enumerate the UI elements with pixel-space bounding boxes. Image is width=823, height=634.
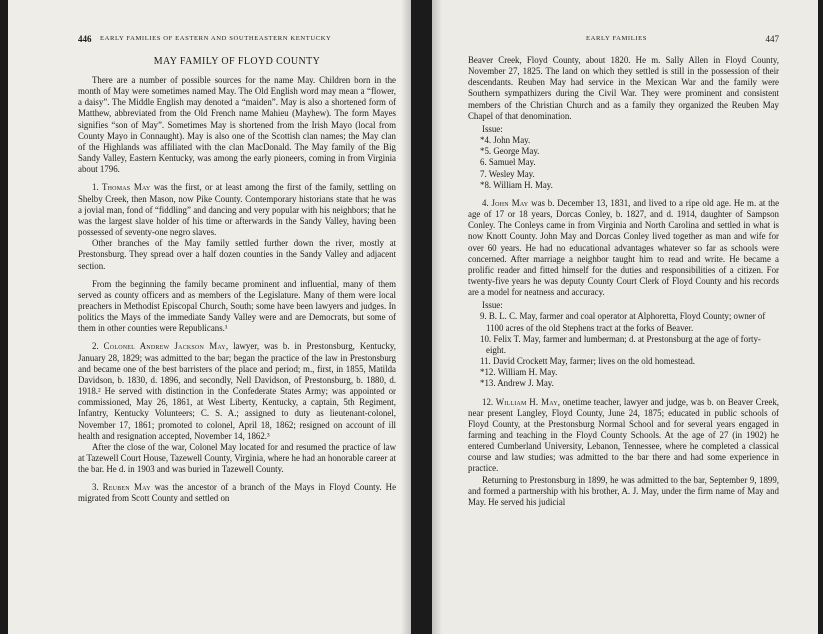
prominent-paragraph: From the beginning the family became prominent and influential, many of them served as county officers and as members of the Legislature. Many of them were local preachers in Methodist Episcopal Church, South; some have been lawyers and judges. In politics the Mays of the immediate Sandy Valley were and are Democrats, but some of them in other counties were Republicans.¹ [78, 278, 396, 334]
entry-text: , onetime teacher, lawyer and judge, was b. on Beaver Creek, near present Langley, Floyd County, June 24, 1875; educated in public schools of Floyd County, at the Prestonsburg Normal School and for several years engaged in farming and teaching in the Floyd County Schools. At the age of 27 (in 1902) he entered Cumberland University, Lebanon, Tennessee, where he completed a classical course and law studies; was admitted to the bar there and had some experience in practice. [468, 396, 779, 474]
issue-label: Issue: [482, 123, 503, 134]
running-title: EARLY FAMILIES OF EASTERN AND SOUTHEASTERN KENTUCKY [100, 35, 332, 42]
right-page-content [468, 33, 779, 508]
running-title: EARLY FAMILIES [586, 35, 648, 42]
gutter-shadow [432, 0, 442, 634]
right-running-head [468, 33, 779, 45]
person-name: Thomas May [102, 182, 151, 193]
entry-number: 3. [92, 482, 99, 493]
issue-item: 6. Samuel May. [480, 157, 536, 168]
andrew-jackson-may-paragraph [78, 341, 396, 441]
entry-number: 4. [482, 197, 489, 208]
john-may-paragraph [468, 198, 779, 298]
left-running-head [78, 33, 396, 45]
intro-paragraph: There are a number of possible sources for the name May. Children born in the month of May were sometimes named May. The Old English word may mean a “flower, a daisy”. The Middle English may denoted a “maiden”. May is also a shortened form of Matthew, abbreviated from the Old French name Mahieu (Mayhew). The form Mayes signifies “son of May”. Sometimes May is shortened from the Irish Mayo (local from County Mayo in Connaught). May is also one of the Scottish clan names; the May clan of the Highlands was affiliated with the clan MacDonald. The May family of the Big Sandy Valley, Eastern Kentucky, was among the early pioneers, coming in from Virginia about 1796. [78, 75, 396, 175]
person-name: Colonel Andrew Jackson May [103, 341, 226, 352]
thomas-may-paragraph [78, 182, 396, 238]
section-title: MAY FAMILY OF FLOYD COUNTY [153, 56, 321, 67]
returning-paragraph: Returning to Prestonsburg in 1899, he was admitted to the bar, September 9, 1899, and formed a partnership with his brother, A. J. May, under the firm name of May and May. He served his judicial [468, 474, 779, 507]
entry-number: 12. [482, 396, 494, 407]
person-name: William H. May [495, 396, 558, 407]
issue-item: 7. Wesley May. [480, 168, 535, 179]
issue-item: *12. William H. May. [480, 367, 558, 378]
after-war-paragraph: After the close of the war, Colonel May located for and resumed the practice of law at Tazewell Court House, Tazewell County, Virginia, where he had an honorable career at the bar. He d. in 1903 and was buried in Tazewell County. [78, 441, 396, 475]
gutter-shadow [401, 0, 411, 634]
entry-number: 1. [92, 182, 99, 193]
page-number: 447 [765, 34, 779, 44]
entry-text: , lawyer, was b. in Prestonsburg, Kentucky, January 28, 1829; was admitted to the bar; began the practice of the law in Prestonsburg and became one of the best barristers of the place and period; m., first, in 1855, Matilda Davidson, b. 1830, d. 1896, and secondly, Nell Davidson, of Prestonsburg, b. 1880, d. 1918.² He served with distinction in the Confederate States Army; was appointed or commissioned, May 26, 1861, at West Liberty, Kentucky, a captain, 5th Regiment, Infantry, Kentucky Volunteers; C. S. A.; assigned to duty as lieutenant-colonel, November 17, 1861; promoted to colonel, April 18, 1862; resigned on account of ill health and resignation accepted, November 14, 1862.³ [78, 341, 397, 441]
issue-item: 10. Felix T. May, farmer and lumberman; d. at Prestonsburg at the age of forty-eight. [480, 333, 761, 355]
issue-item: *8. William H. May. [480, 179, 553, 190]
right-page [432, 0, 818, 634]
branches-paragraph: Other branches of the May family settled further down the river, mostly at Prestonsburg. They spread over a half dozen counties in the Sandy Valley and adjacent section. [78, 238, 396, 271]
issue-label: Issue: [482, 300, 503, 311]
left-page [8, 0, 411, 634]
issue-list-john [468, 311, 779, 389]
person-name: Reuben May [102, 482, 151, 493]
william-may-paragraph [468, 397, 779, 475]
entry-text: was the first, or at least among the first of the family, settling on Shelby Creek, then Mason, now Pike County. Contemporary historians state that he was a jovial man, fond of “fiddling” and dancing and very popular with his neighbors; that he was the largest slave holder of his time or afterwards in the Sandy Valley, having been possessed of seventy-one negro slaves. [78, 182, 396, 238]
reuben-may-paragraph [78, 482, 396, 504]
page-number: 446 [78, 34, 92, 44]
entry-text: was the ancestor of a branch of the Mays in Floyd County. He migrated from Scott County and settled on [78, 482, 397, 504]
issue-item: *4. John May. [480, 135, 531, 146]
entry-number: 2. [92, 341, 99, 352]
issue-item: *13. Andrew J. May. [480, 378, 554, 389]
left-page-content [78, 33, 396, 505]
issue-item: *5. George May. [480, 146, 540, 157]
person-name: John May [491, 197, 529, 208]
issue-item: 11. David Crockett May, farmer; lives on the old homestead. [480, 356, 695, 367]
reuben-continued-paragraph: Beaver Creek, Floyd County, about 1820. He m. Sally Allen in Floyd County, November 27, 1825. The land on which they settled is still in the possession of their descendants. Reuben May had service in the Mexican War and the family were Southern sympathizers during the Civil War. They were prominent and consistent members of the Christian Church and as a family they organized the Reuben May Chapel of that denomination. [468, 55, 779, 121]
issue-item: 9. B. L. C. May, farmer and coal operator at Alphoretta, Floyd County; owner of 1100 acres of the old Stephens tract at the forks of Beaver. [480, 311, 766, 333]
issue-list-reuben [468, 135, 779, 191]
entry-text: was b. December 13, 1831, and lived to a ripe old age. He m. at the age of 17 or 18 years, Dorcas Conley, b. 1827, and d. 1914, daughter of Sampson Conley. The Conleys came in from Virginia and North Carolina and settled in what is now Knott County. John May and Dorcas Conley lived together as man and wife for over 60 years. He had no educational advantages whatever so far as schools were concerned. After marriage a neighbor taught him to read and write. He became a prolific reader and fitted himself for the duties and responsibilities of a citizen. For twenty-five years he was deputy County Court Clerk of Floyd County and his records are a model for neatness and accuracy. [468, 197, 780, 298]
